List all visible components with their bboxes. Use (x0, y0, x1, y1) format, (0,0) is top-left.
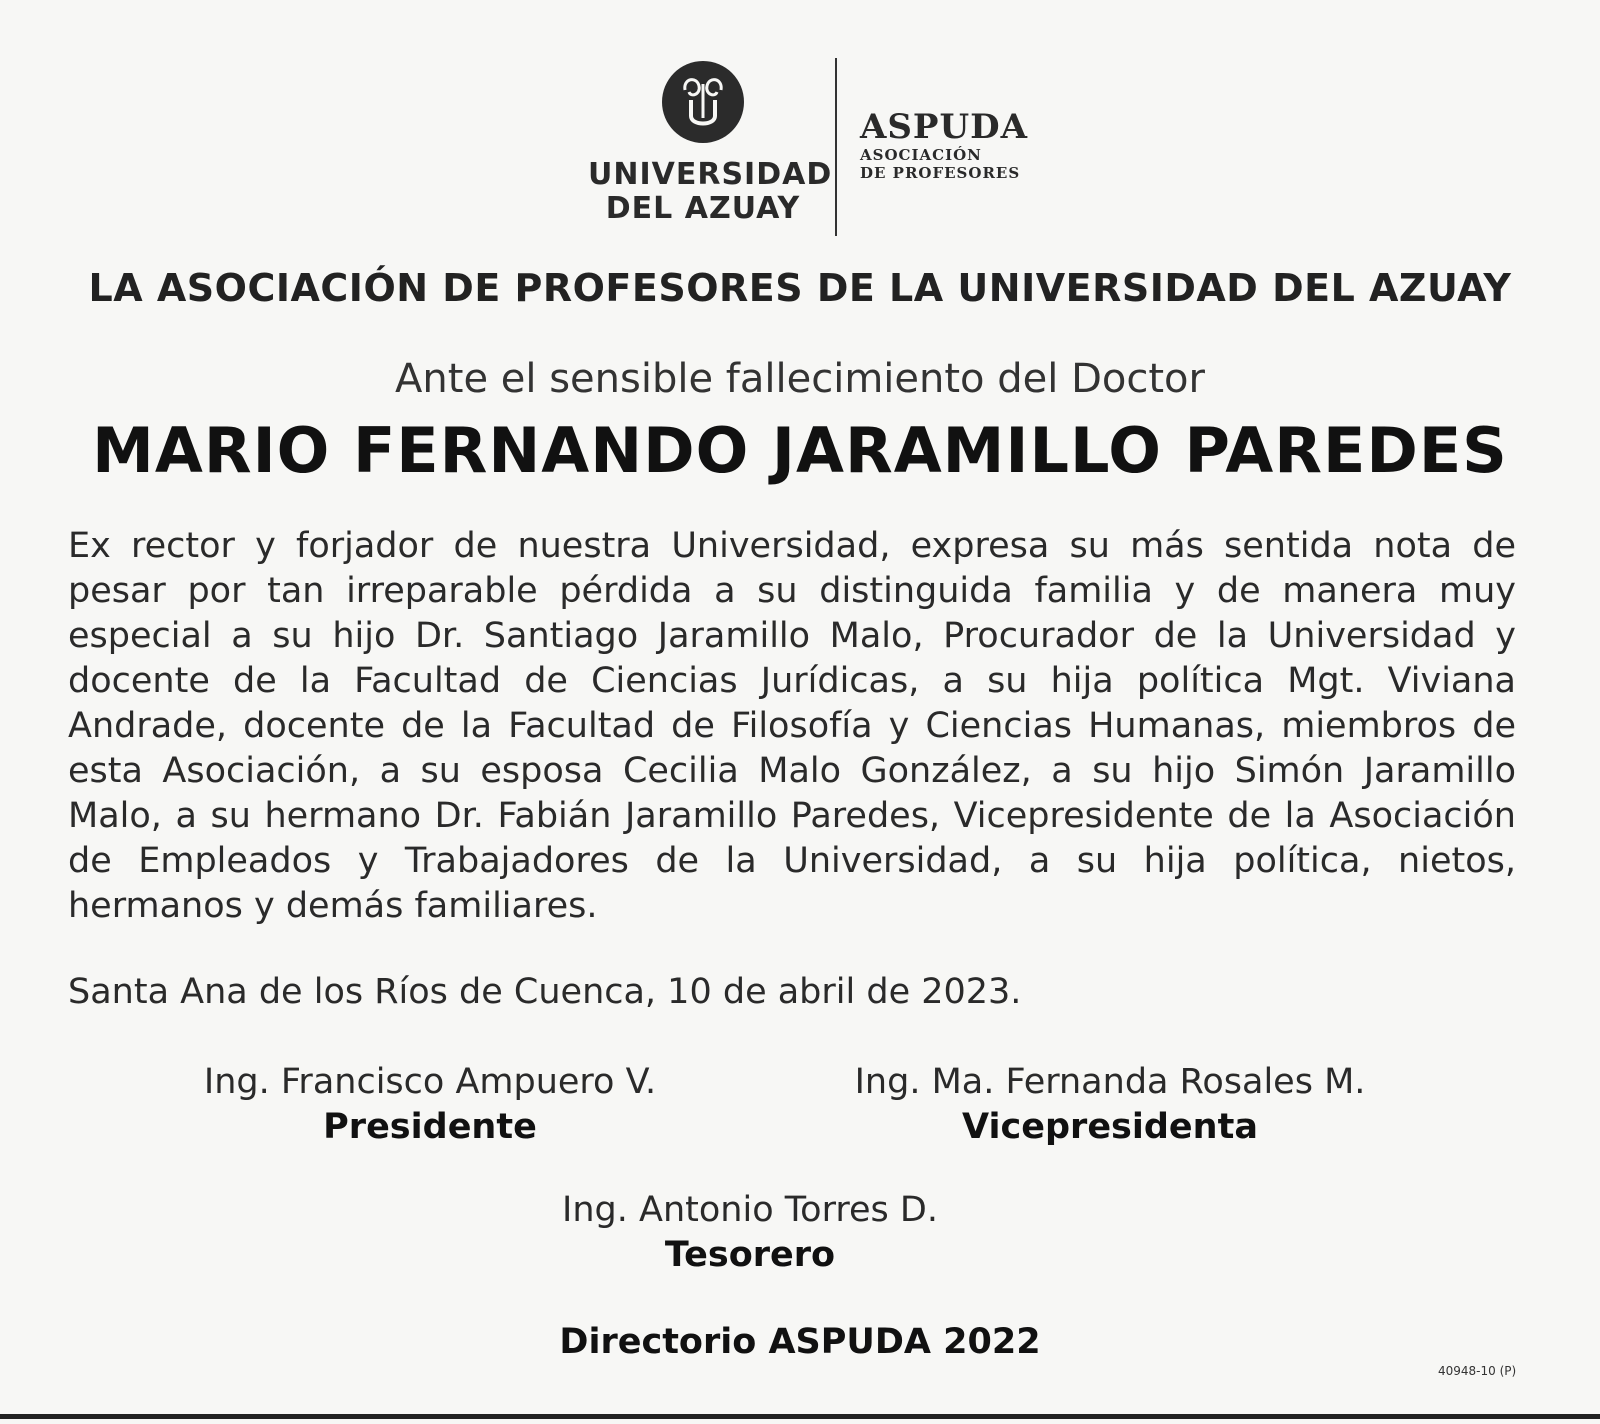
logo-divider (835, 58, 837, 236)
dateline: Santa Ana de los Ríos de Cuenca, 10 de abril de 2023. (68, 972, 1022, 1012)
intro-line: Ante el sensible fallecimiento del Doctor (395, 356, 1205, 402)
signatory-vicepresident (840, 1060, 1380, 1150)
signatory-name: Ing. Ma. Fernanda Rosales M. (854, 1062, 1366, 1102)
signatory-role: Vicepresidenta (962, 1107, 1258, 1147)
university-name-line2: DEL AZUAY (605, 191, 801, 226)
aspuda-subtitle-line2: DE PROFESORES (860, 164, 1021, 182)
universidad-del-azuay-logo (588, 60, 833, 226)
deceased-name: MARIO FERNANDO JARAMILLO PAREDES (92, 414, 1508, 487)
signatory-name: Ing. Antonio Torres D. (562, 1190, 938, 1230)
aspuda-title: ASPUDA (860, 107, 1029, 147)
bottom-rule (0, 1414, 1600, 1419)
directorio-footer: Directorio ASPUDA 2022 (559, 1322, 1041, 1362)
university-seal-icon (661, 60, 745, 144)
condolence-message: Ex rector y forjador de nuestra Universidad, expresa su más sentida nota de pesar por tan irreparable pérdida a su distinguida familia y de manera muy especial a su hijo Dr. Santiago Jaramillo Malo, Procurador de la Universidad y docente de la Facultad de Ciencias Jurídicas, a su hija política Mgt. Viviana Andrade, docente de la Facultad de Filosofía y Ciencias Humanas, miembros de esta Asociación, a su esposa Cecilia Malo González, a su hijo Simón Jaramillo Malo, a su hermano Dr. Fabián Jaramillo Paredes, Vicepresidente de la Asociación de Empleados y Trabajadores de la Universidad, a su hija política, nietos, hermanos y demás familiares. (68, 526, 1516, 926)
signatory-name: Ing. Francisco Ampuero V. (203, 1062, 657, 1102)
signatory-role: Presidente (323, 1107, 537, 1147)
signatory-role: Tesorero (664, 1235, 836, 1275)
reference-code: 40948-10 (P) (1438, 1364, 1517, 1378)
signatory-treasurer (540, 1188, 960, 1278)
university-name-line1: UNIVERSIDAD (588, 157, 833, 192)
signatory-president (185, 1060, 675, 1150)
aspuda-logo (860, 108, 1060, 182)
association-heading: LA ASOCIACIÓN DE PROFESORES DE LA UNIVERSIDAD DEL AZUAY (88, 266, 1512, 310)
aspuda-subtitle-line1: ASOCIACIÓN (860, 146, 982, 164)
